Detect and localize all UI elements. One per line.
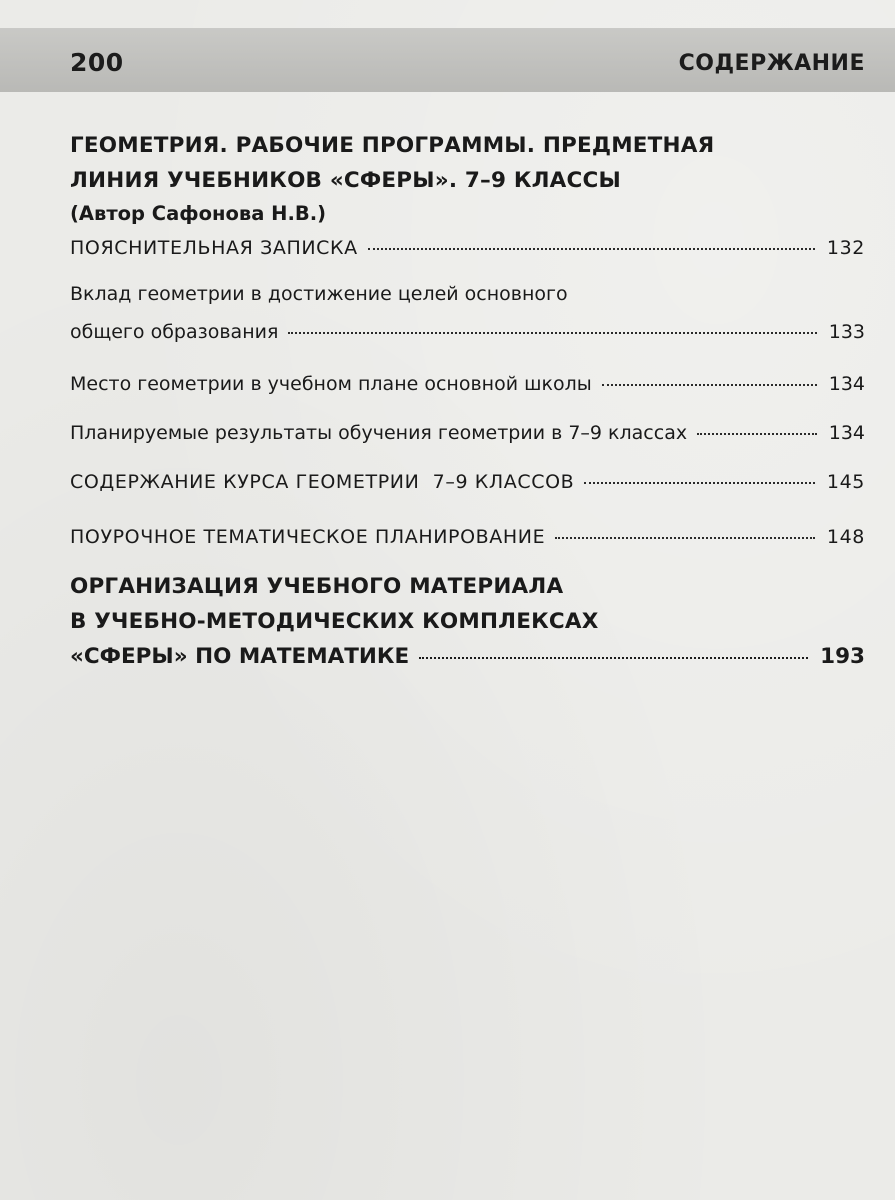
toc-entry-page: 132: [826, 237, 865, 259]
toc-entry-page: 148: [826, 526, 865, 548]
toc-entry-label: Место геометрии в учебном плане основной школы: [70, 373, 592, 395]
toc-entry[interactable]: [70, 235, 865, 261]
toc-entry[interactable]: [70, 371, 865, 397]
final-section-title-line: ОРГАНИЗАЦИЯ УЧЕБНОГО МАТЕРИАЛА: [70, 574, 564, 599]
toc-entry[interactable]: [70, 524, 865, 550]
final-section-title-line: В УЧЕБНО-МЕТОДИЧЕСКИХ КОМПЛЕКСАХ: [70, 609, 599, 634]
running-head: СОДЕРЖАНИЕ: [678, 51, 865, 76]
toc-entry-label: ПОЯСНИТЕЛЬНАЯ ЗАПИСКА: [70, 237, 358, 259]
toc-entry-page: 134: [828, 422, 865, 444]
toc-entry-label: общего образования: [70, 321, 279, 343]
dot-leader: [602, 384, 817, 386]
toc-entry-page: 193: [820, 644, 865, 669]
final-section: [70, 569, 865, 674]
toc-entry-label: ПОУРОЧНОЕ ТЕМАТИЧЕСКОЕ ПЛАНИРОВАНИЕ: [70, 526, 546, 548]
table-of-contents: [70, 128, 865, 674]
section-title-line: ГЕОМЕТРИЯ. РАБОЧИЕ ПРОГРАММЫ. ПРЕДМЕТНАЯ: [70, 133, 715, 158]
dot-leader: [697, 433, 817, 435]
toc-entry[interactable]: [70, 420, 865, 446]
toc-entry[interactable]: [70, 639, 865, 674]
dot-leader: [288, 332, 816, 334]
dot-leader: [555, 537, 815, 539]
dot-leader: [584, 482, 815, 484]
toc-entry[interactable]: [70, 319, 865, 345]
page-number: 200: [70, 48, 124, 77]
toc-entry-page: 145: [826, 471, 865, 493]
toc-entry-label: «СФЕРЫ» ПО МАТЕМАТИКЕ: [70, 644, 410, 669]
toc-entry-page: 133: [828, 321, 865, 343]
toc-entry-page: 134: [828, 373, 865, 395]
toc-entry-label: Планируемые результаты обучения геометрии в 7–9 классах: [70, 422, 688, 444]
dot-leader: [368, 248, 815, 250]
toc-entry-label: СОДЕРЖАНИЕ КУРСА ГЕОМЕТРИИ 7–9 КЛАССОВ: [70, 471, 575, 493]
dot-leader: [419, 657, 808, 659]
section-title: [70, 128, 865, 198]
toc-entry-label-line: Вклад геометрии в достижение целей основного: [70, 283, 568, 305]
section-title-line: ЛИНИЯ УЧЕБНИКОВ «СФЕРЫ». 7–9 КЛАССЫ: [70, 168, 621, 193]
toc-entry[interactable]: [70, 469, 865, 495]
section-author: (Автор Сафонова Н.В.): [70, 202, 327, 225]
